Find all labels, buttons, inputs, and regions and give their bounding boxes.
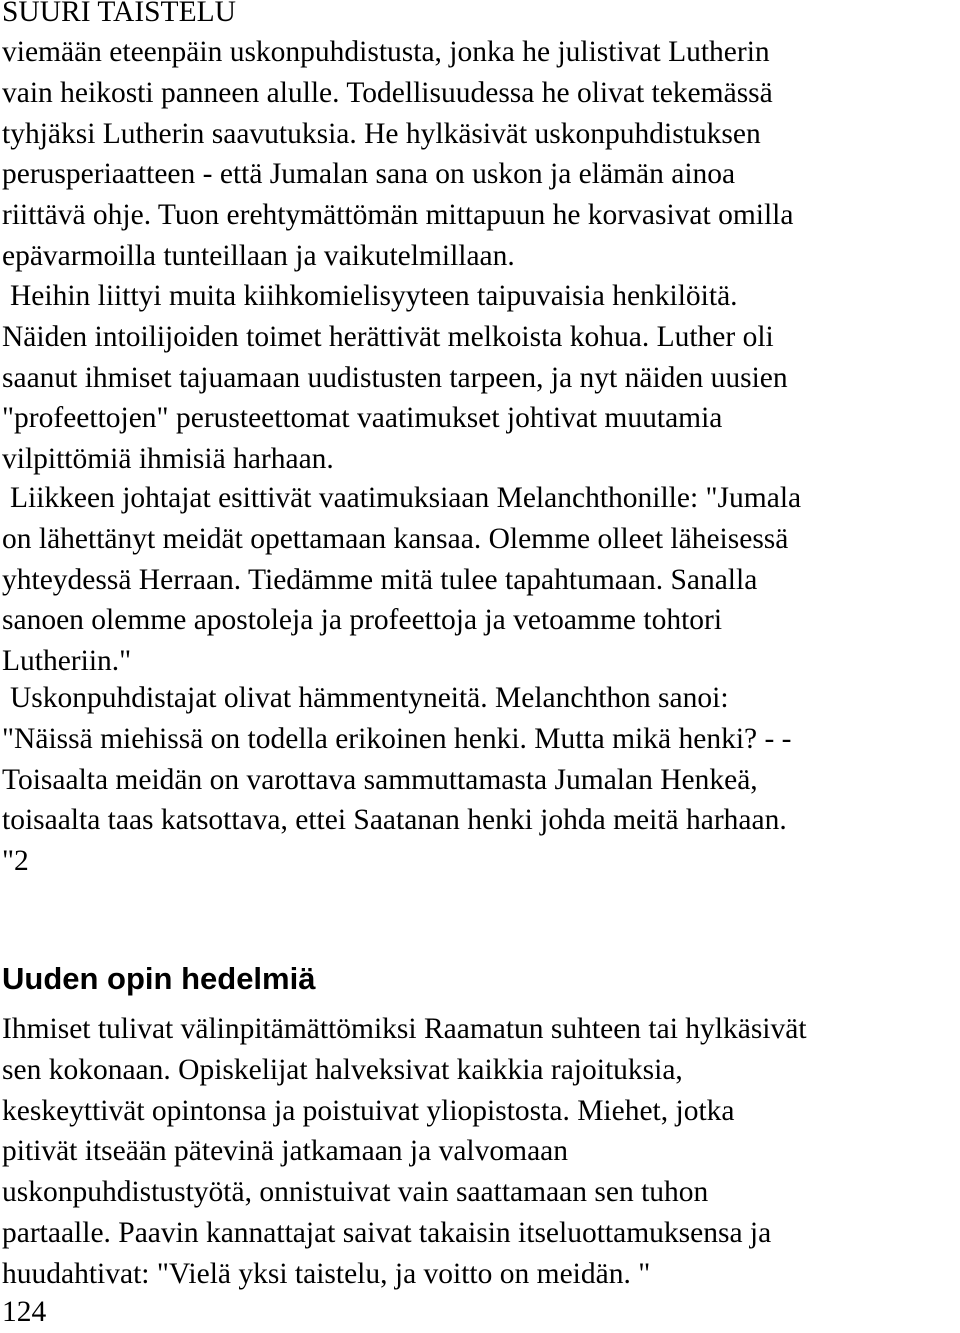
running-head: SUURI TAISTELU — [2, 0, 236, 28]
text-line: "profeettojen" perusteettomat vaatimukset johtivat muutamia — [2, 402, 723, 435]
text-line: toisaalta taas katsottava, ettei Saatanan henki johda meitä harhaan. — [2, 804, 787, 837]
paragraph-fruits — [2, 1009, 807, 1295]
text-line: Ihmiset tulivat välinpitämättömiksi Raamatun suhteen tai hylkäsivät — [2, 1013, 807, 1045]
section-heading: Uuden opin hedelmiä — [2, 961, 316, 996]
paragraph-reformers-confused — [2, 678, 792, 882]
text-line: epävarmoilla tunteillaan ja vaikutelmillaan. — [2, 239, 515, 272]
text-line: uskonpuhdistustyötä, onnistuivat vain saattamaan sen tuhon — [2, 1176, 709, 1209]
text-line: viemään eteenpäin uskonpuhdistusta, jonka he julistivat Lutherin — [2, 36, 770, 68]
text-line: saanut ihmiset tajuamaan uudistusten tarpeen, ja nyt näiden uusien — [2, 361, 788, 394]
paragraph-continuation — [2, 32, 793, 277]
text-line: vain heikosti panneen alulle. Todellisuudessa he olivat tekemässä — [2, 76, 773, 109]
text-line: Heihin liittyi muita kiihkomielisyyteen taipuvaisia henkilöitä. — [10, 280, 738, 312]
text-line: pitivät itseään pätevinä jatkamaan ja valvomaan — [2, 1135, 569, 1168]
text-line: keskeyttivät opintonsa ja poistuivat yliopistosta. Miehet, jotka — [2, 1094, 735, 1127]
text-line: partaalle. Paavin kannattajat saivat takaisin itseluottamuksensa ja — [2, 1216, 772, 1249]
text-line: perusperiaatteen - että Jumalan sana on uskon ja elämän ainoa — [2, 158, 736, 191]
paragraph-fanatics — [2, 276, 788, 480]
text-line: Lutheriin." — [2, 645, 132, 678]
paragraph-melanchthon-demands — [2, 478, 801, 682]
text-line: Näiden intoilijoiden toimet herättivät melkoista kohua. Luther oli — [2, 320, 774, 353]
text-line: huudahtivat: "Vielä yksi taistelu, ja voitto on meidän. " — [2, 1257, 651, 1290]
text-line: Uskonpuhdistajat olivat hämmentyneitä. Melanchthon sanoi: — [10, 682, 729, 714]
text-line: vilpittömiä ihmisiä harhaan. — [2, 443, 334, 476]
text-line: sen kokonaan. Opiskelijat halveksivat kaikkia rajoituksia, — [2, 1053, 683, 1086]
text-line: "Näissä miehissä on todella erikoinen henki. Mutta mikä henki? - - — [2, 722, 792, 755]
text-line: sanoen olemme apostoleja ja profeettoja ja vetoamme tohtori — [2, 604, 723, 637]
text-line: riittävä ohje. Tuon erehtymättömän mittapuun he korvasivat omilla — [2, 199, 794, 232]
page-number: 124 — [2, 1296, 47, 1328]
text-line: tyhjäksi Lutherin saavutuksia. He hylkäsivät uskonpuhdistuksen — [2, 117, 761, 150]
text-line: on lähettänyt meidät opettamaan kansaa. Olemme olleet läheisessä — [2, 522, 789, 555]
text-line: "2 — [2, 845, 29, 878]
text-line: Liikkeen johtajat esittivät vaatimuksiaan Melanchthonille: "Jumala — [10, 482, 802, 514]
text-line: Toisaalta meidän on varottava sammuttamasta Jumalan Henkeä, — [2, 763, 758, 796]
text-line: yhteydessä Herraan. Tiedämme mitä tulee tapahtumaan. Sanalla — [2, 563, 758, 596]
